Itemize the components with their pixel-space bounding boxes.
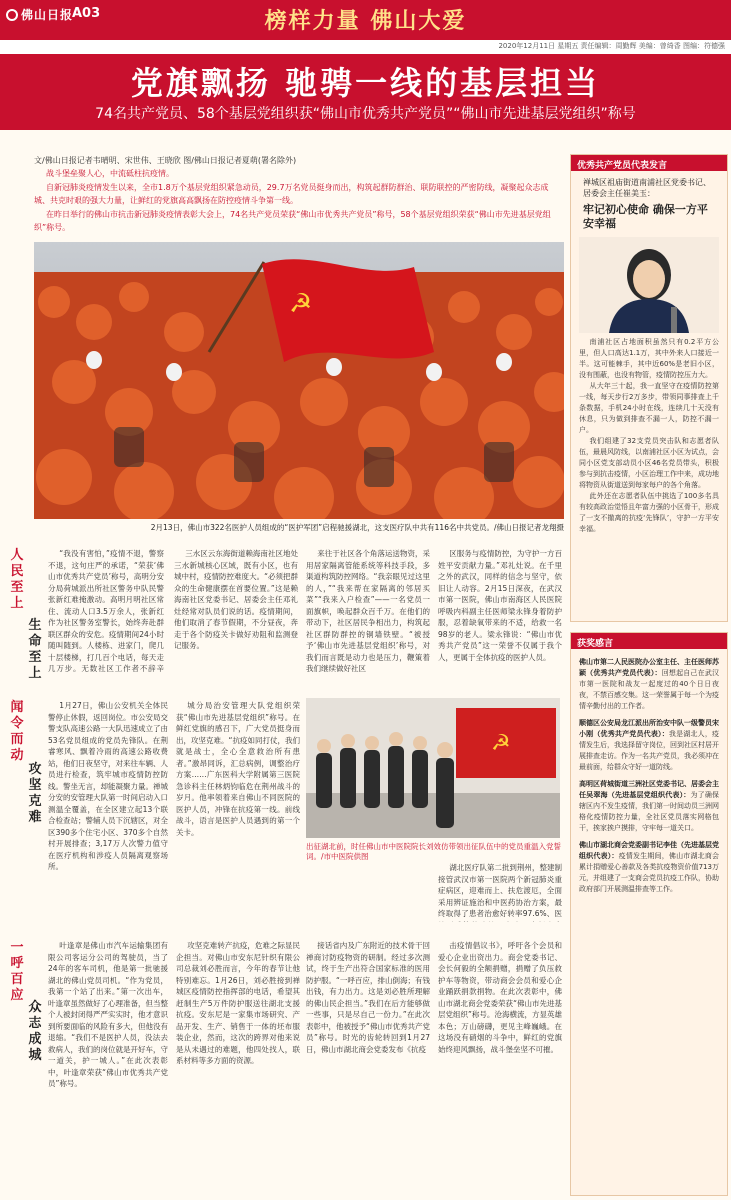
award-who-4: 佛山市湖北商会党委副书记李佳（先进基层党组织代表）： [579,841,719,860]
award-text-1: 回想起自己在武汉市第一医院和战友一起度过的40个日日夜夜，不禁百感交集。这一荣誉属于每一个为疫情辛勤付出的工作者。 [579,669,720,710]
byline: 文/佛山日报记者韦晴明、宋世伟、王晓欣 图/佛山日报记者夏萌(署名除外) [34,156,297,165]
subheadline: 74名共产党员、58个基层党组织获“佛山市优秀共产党员”“佛山市先进基层党组织”称号 [95,106,636,122]
oath-photo-caption: 出征湖北前，时任佛山市中医院院长刘效仿带领出征队伍中的党员重温入党誓词。/市中医院供图 [306,842,561,861]
oath-photo [306,698,560,838]
section-label-3: 一呼百应 [10,940,24,1003]
portrait-illustration [579,237,719,333]
page-number: A03 [72,6,101,21]
topic-banner: 榜样力量 佛山大爱 [264,9,467,34]
section-sublabel-3: 众志成城 [28,1000,42,1063]
col-b [174,548,298,676]
rep-body [571,337,727,535]
col-i [176,940,300,1190]
section-label-2: 闻令而动 [10,700,24,763]
dateline: 2020年12月11日 星期五 责任编辑：周勤辉 美编：曾绮香 图编：符德强 [498,42,725,50]
award-item-1 [571,657,727,712]
award-item-3 [571,779,727,834]
award-item-4 [571,840,727,895]
col-c [306,548,430,676]
section-sublabel-1: 生命至上 [28,618,42,681]
main-photo-caption: 2月13日，佛山市322名医护人员组成的“医护军团”启程驰援湖北，这支医疗队中共有116名中共党员。/佛山日报记者龙翔摄 [150,523,564,532]
oath-photo-illustration [306,698,560,838]
dateline-bar [0,40,731,54]
col-g-lead [306,862,430,922]
rep-body-p4: 此外还在志愿者队伍中挑选了100多名具有较高政治觉悟且年富力强的小区骨干，形成了一支不撤离的抗疫‘先锋队’，守护一方平安幸福。 [579,492,719,533]
svg-text:☭: ☭ [289,289,313,319]
award-who-1: 佛山市第二人民医院办公室主任、主任医师苏颖（优秀共产党员代表）： [579,658,719,677]
rep-body-p1: 南浦社区占地面积虽然只有0.2平方公里，但人口高达1.1万，其中外来人口接近一半。这可能棘手，其中近60%是老旧小区，没有围蔽，也没有物管，疫情防控压力大。 [579,338,719,379]
rep-subtitle: 禅城区祖庙街道南浦社区党委书记、居委会主任崔美玉： [583,178,711,198]
col-b-text: 三水区云东海街道赖海南社区地处三水新城核心区域，既有小区，也有城中村，疫情防控难度大。“必须把群众的生命健康摆在首要位置。”这是赖海南社区党委书记、居委会主任邓礼灶经常对队员们说的话。疫情期间，他们取消了春节假期，不分昼夜，奔走于各个防疫关卡做好劝阻和监测登记服务。 [174,549,298,650]
lead-para-2: 自新冠肺炎疫情发生以来，全市1.8万个基层党组织紧急动员，29.7万名党员挺身而出，构筑起群防群治、联防联控的严密防线，凝聚起众志成城、共克时艰的强大力量，让鲜红的党旗高高飘扬在防控疫情斗争第一线。 [34,183,549,205]
rep-portrait [579,237,719,333]
col-a-text: “我没有害怕，”疫情不退，警察不退，这句庄严的承诺，“荣获‘佛山市优秀共产党员’称号，高明分安分局荷城派出所社区警务中队民警张新红难掩激动。高明月明社区常住、流动人口3.5万余人，张新红作为社区警务室警长，始终奔赴群联区群众的安危。疫情期间24小时随叫随到。人楼栋、进家门，爬几十层楼梯，打几百个电话，每天走几万步。无数社区工作者不辞辛 [48,549,164,673]
photo-illustration [34,242,564,519]
col-j [306,940,430,1190]
award-text-2: 我是湖北人，疫情发生后，我选择留守岗位，回到社区村居开展排查走访。作为一名共产党员，我必须冲在最前面，给群众守好一道防线。 [579,730,720,771]
col-d-text: 区服务与疫情防控，为守护一方百姓平安贡献力量。”邓礼灶说。在千里之外的武汉，同样的信念与坚守，依旧让人动容。2月15日深夜，在武汉市第一医院，佛山市南海区人民医院呼吸内科副主任医师梁永锋身着防护服，忍着缺氧带来的不适，给救一名98岁的老人。梁永锋说：“佛山市优秀共产党员”这一荣誉不仅属于我个人，更属于全体抗疫的医护人员。 [438,549,562,662]
svg-text:☭: ☭ [491,731,511,756]
lead-para-3: 在昨日举行的佛山市抗击新冠肺炎疫情表彰大会上，74名共产党员荣获“佛山市优秀共产党员”称号，58个基层党组织荣获“佛山市先进基层党组织”称号。 [34,210,551,232]
award-header: 获奖感言 [571,633,727,649]
rep-header: 优秀共产党员代表发言 [571,155,727,171]
col-g-text: 湖北医疗队第二批到荆州，整建制接管武汉市第一医院两个新冠肺炎重症病区，迎难而上、扶危渡厄，全面采用辨证施治和中医药协治方案，最终取得了患者治愈好转率97.6%、医 [438,863,562,918]
col-g [438,862,562,922]
rep-title: 牢记初心使命 确保一方平安幸福 [583,203,708,230]
rep-speech-box [570,154,728,622]
col-i-text: 攻坚克难转产抗疫，危难之际显民企担当。对佛山市安东尼针织有限公司总裁刘必胜而言，今年的春节让他特别难忘。1月26日，刘必胜接到禅城区疫情防控指挥部的电话，希望其赶制生产5万件防护服送往湖北支援抗疫。安东尼是一家集市场研究、产品开发、生产、销售于一体的坯布服装企业，然而，这次的跨界对他来说是从未遇过的难题，他四处找人，联系材料等多方面的资源。 [176,941,300,1065]
paper-name: 佛山日报 [21,8,74,22]
award-remarks-box [570,632,728,1196]
section-label-1: 人民至上 [10,548,24,611]
award-item-2 [571,718,727,773]
lead-para-1: 战斗堡垒聚人心，中流砥柱抗疫情。 [46,169,174,178]
col-e-text: 1月27日，佛山公安机关全体民警停止休假，返回岗位。市公安局交警支队高速公路一大队迅速成立了由53名党员组成的党员先锋队。在荆睿寒风、飘着冷雨的高速公路收费站，他们日夜坚守，对来往车辆、人员进行检查，筑牢城市疫情防控防线。警坐无言，却能凝聚力量。禅城分安的安管理大队第一时间启动入口测温全覆盖，在全区建立起13个联合检查站；警辅人员下沉辖区，对全区390多个住宅小区、370多个自然村开展排查；3,17万人次警力值守在医疗机构和涉疫人员隔离观察场所。 [48,701,168,871]
col-f-text: 城分局治安管理大队党组织荣获“佛山市先进基层党组织”称号。在鲜红党旗的感召下，广大党员挺身而出，攻坚克难。“抗疫如同打仗，我们就是战士，全心全意救治所有患者。”激昂同诉，汇总病例，调整治疗方案……广东医科大学附属第三医院急诊科主任林炳钧临危在荆州战斗的岁月。他率领着来自佛山不同医院的医护人员，冲锋在抗疫第一线。前线战斗，语言是医护人员遇到的第一个关卡。 [176,701,300,837]
col-c-text: 来往于社区各个角落运送物资，采用居家隔离管能系统等科技手段，多渠道构筑防控网络。“我亲眼见过这里的人，”“我来帮在家隔离的邻居买菜”“我来入户检查”——一名党员一面旗帜，唤起群众百千万。在他们的带动下，社区居民争相出力，构筑起社区群防群控的铜墙铁壁。“被授予‘佛山市先进基层党组织’称号，对我们而言既是动力也是压力，鞭策着我们继续做好社区 [306,549,430,673]
award-who-2: 顺德区公安局龙江派出所治安中队一级警员宋小刚（优秀共产党员代表）： [579,719,719,738]
col-e [48,700,168,900]
award-text-4: 疫情发生期间，佛山市湖北商会累计捐赠爱心善款及各类抗疫物资价值713万元，并组建了一支商会党员抗疫工作队，协助政府部门开展测温排查等工作。 [579,852,720,893]
award-who-3: 高明区荷城街道三洲社区党委书记、居委会主任吴翠海（先进基层党组织代表）： [579,780,719,799]
headline: 党旗飘扬 驰骋一线的基层担当 [130,64,601,102]
col-h-text: 叶逢章是佛山市汽车运输集团有限公司客运分公司的驾驶员，当了24年的客车司机，他是第一批驰援湖北的佛山党员司机。“作为党员，我第一个站了出来。”第一次出车，叶逢章虽然做好了心理准备，但当整个人被封闭得严严实实时，他才意识到所要面临的风险有多大，但他没有退缩。“我们不是医护人员，没法去救病人，我们的岗位就是开好车，守一道关，护一城人。”在此次表彰中，叶逢章荣获“佛山市优秀共产党员”称号。 [48,941,168,1088]
main-photo [34,242,564,519]
col-h [48,940,168,1190]
award-text-3: 为了确保辖区内不发生疫情，我们第一时间动员三洲网格化疫情防控力量，全社区党员落实网格包干，挨家挨户摸排，守牢每一道关口。 [579,791,720,832]
col-a [48,548,164,676]
rep-body-p3: 我们组建了32支党员突击队和志愿者队伍，最晨风防线，以南浦社区小区为试点，会同小区党支部动员小区46名党员带头，积极参与到抗击疫情，小区治理工作中来，成功地将物资从街道送到每家每户的各个角落。 [579,437,719,489]
col-k [438,940,562,1190]
col-f [176,700,300,900]
col-k-text: 击疫情倡议书》，呼吁各个会员和爱心企业出资出力。商会党委书记、会长何毅的全额捐赠，捐赠了负压救护车等物资，带动商会会员和爱心企业踊跃捐款捐物。在此次表彰中，佛山市湖北商会党委荣获“佛山市先进基层党组织”称号。沧海横流，方显英雄本色；万山磅礴，更见主峰巍峨。在这场没有硝烟的斗争中，鲜红的党旗始终迎风飘扬，战斗堡垒坚不可摧。 [438,941,562,1054]
rep-body-p2: 从大年三十起，我一直坚守在疫情防控第一线，每天步行2万多步，带领同事排查上千条数据，手机24小时在线，连续几十天没有休息，只为做到排查不漏一人，防控不漏一户。 [579,382,719,434]
col-d [438,548,562,676]
section-sublabel-2: 攻坚克难 [28,762,42,825]
col-j-text: 接话省内及广东附近的技术骨干回禅商讨防疫物资的研制。经过多次测试，终于生产出符合国家标准的医用防护服。“一呼百应，排山倒海；有钱出钱，有力出力。这是刘必胜所理解的佛山民企担当。”我们在后方能够做一些事，只是尽自己一份力。”在此次表彰中，他被授予“佛山市优秀共产党员”称号。时光的齿轮转回到1月27日，佛山市湖北商会党委发布《抗疫 [306,941,430,1054]
